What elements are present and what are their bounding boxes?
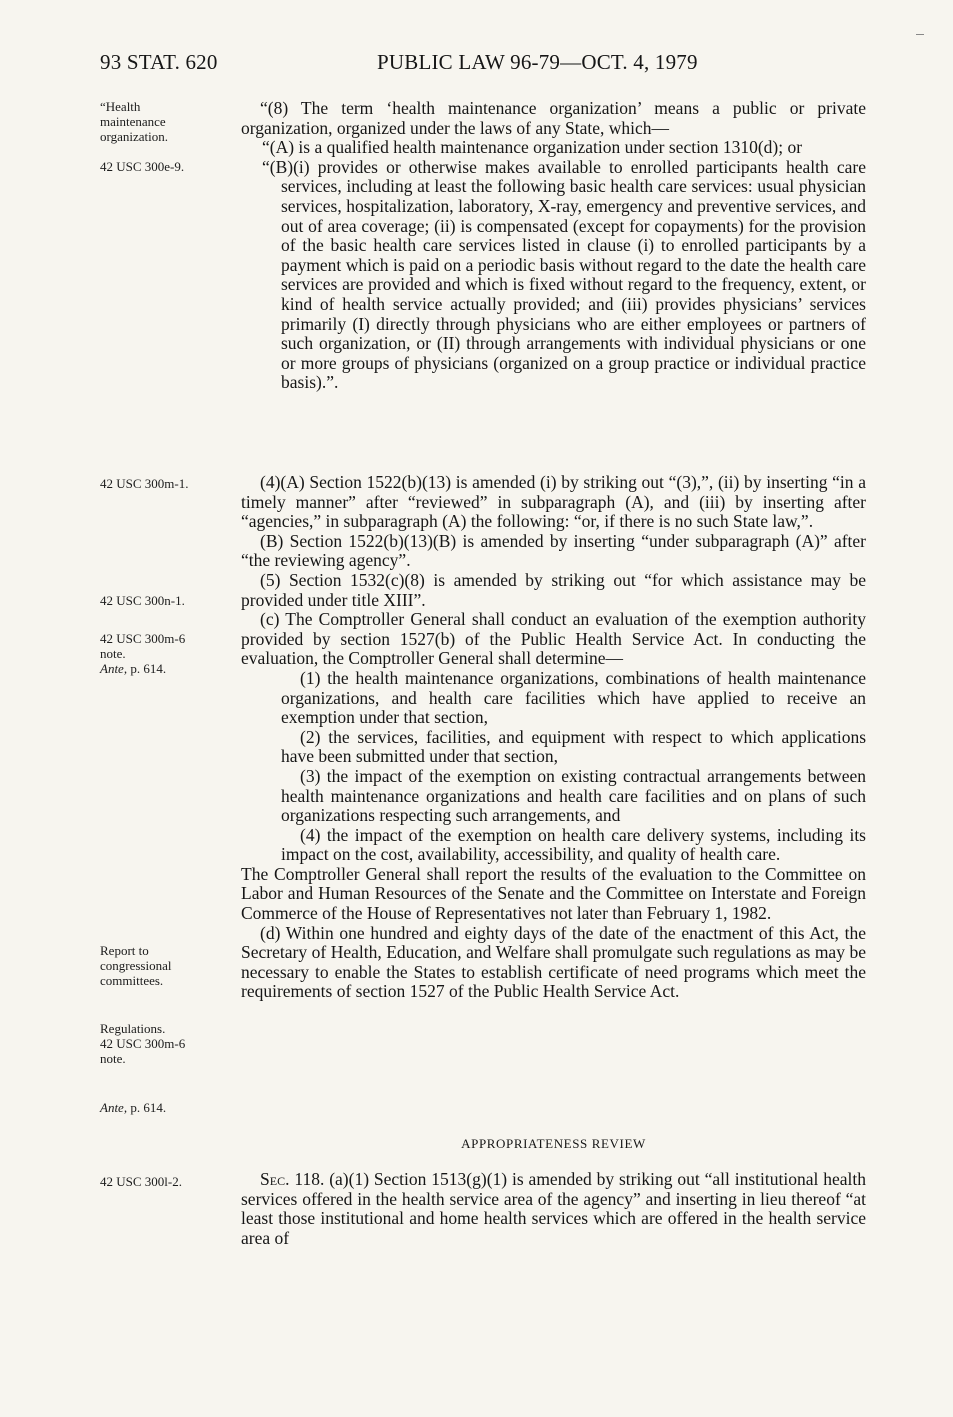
paragraph-c-1: (1) the health maintenance organizations, combinations of health maintenance organizations, and health care facilities which have applied to receive an exemption under that section,	[281, 667, 866, 728]
public-law-title: PUBLIC LAW 96-79—OCT. 4, 1979	[377, 50, 698, 74]
margin-note-usc-300m-1: 42 USC 300m-1.	[100, 476, 189, 491]
paragraph-d: (d) Within one hundred and eighty days of the date of the enactment of this Act, the Secretary of Health, Education, and Welfare shall promulgate such regulations as may be necessary to enable the States to establish certificate of need programs which meet the requirements of section 1527 of the Public Health Service Act.	[241, 922, 866, 1002]
paragraph-report: The Comptroller General shall report the results of the evaluation to the Committee on Labor and Human Resources of the Senate and the Committee on Interstate and Foreign Commerce of the House of Representatives not later than February 1, 1982.	[241, 863, 866, 924]
main-text-block-2	[241, 473, 866, 1002]
main-text-block-3	[241, 1170, 866, 1248]
section-label: Sec.	[260, 1169, 290, 1189]
section-heading-appropriateness-review: APPROPRIATENESS REVIEW	[461, 1136, 646, 1151]
paragraph-4A: (4)(A) Section 1522(b)(13) is amended (i) by striking out “(3),”, (ii) by inserting “in a timely manner” after “reviewed” in subparagraph (A), and (iii) by inserting after “agencies,” in subparagraph (A) the following: “or, if there is no such State law,”.	[241, 472, 866, 532]
margin-note-usc-300l-2: 42 USC 300l-2.	[100, 1174, 182, 1189]
paragraph-8-A: “(A) is a qualified health maintenance organization under section 1310(d); or	[262, 137, 803, 158]
section-118: Sec. 118. (a)(1) Section 1513(g)(1) is amended by striking out “all institutional health services offered in the health service area of the agency” and inserting in lieu thereof “at least those institutional and home health services which are offered in the health service area of	[241, 1169, 866, 1248]
margin-note-usc-300m-6: 42 USC 300m-6 note. Ante, p. 614.	[100, 631, 186, 676]
paragraph-8-B: “(B)(i) provides or otherwise makes available to enrolled participants health care services, including at least the following basic health care services: usual physician services, hospitalization, laboratory, X-ray, emergency and preventive services, and out of area coverage; (ii) is compensated (except for copayments) for the provision of the basic health care services listed in clause (i) to enrolled participants by a payment which is paid on a periodic basis without regard to the date the health care services are provided and which is fixed without regard to the frequency, extent, or kind of health service actually provided; and (iii) provides physicians’ services primarily (I) directly through physicians who are either employees or partners of such organization, or (II) through arrangements with individual physicians or one or more groups of physicians (organized on a group practice or individual practice basis).”.	[262, 156, 866, 393]
paragraph-8-definition: “(8) The term ‘health maintenance organization’ means a public or private organization, organized under the laws of any State, which—	[241, 98, 866, 138]
margin-note-usc-300n-1: 42 USC 300n-1.	[100, 593, 185, 608]
scan-mark	[916, 34, 924, 35]
paragraph-c-4: (4) the impact of the exemption on health care delivery systems, including its impact on the cost, availability, accessibility, and quality of health care.	[281, 824, 866, 865]
margin-note-report: Report to congressional committees.	[100, 943, 172, 988]
paragraph-4B: (B) Section 1522(b)(13)(B) is amended by inserting “under subparagraph (A)” after “the reviewing agency”.	[241, 530, 866, 571]
paragraph-c-2: (2) the services, facilities, and equipment with respect to which applications have been submitted under that section,	[281, 726, 866, 767]
paragraph-c: (c) The Comptroller General shall conduct an evaluation of the exemption authority provided by section 1527(b) of the Public Health Service Act. In conducting the evaluation, the Comptroller General shall determine—	[241, 609, 866, 669]
margin-note-ante-2: Ante, p. 614.	[100, 1100, 167, 1115]
paragraph-5: (5) Section 1532(c)(8) is amended by striking out “for which assistance may be provided under title XIII”.	[241, 569, 866, 610]
margin-note-regulations: Regulations. 42 USC 300m-6 note.	[100, 1021, 186, 1066]
margin-note-hmo: “Health maintenance organization.	[100, 99, 168, 144]
stat-page-number: 93 STAT. 620	[100, 50, 218, 74]
main-text-block-1	[241, 99, 866, 393]
paragraph-c-3: (3) the impact of the exemption on existing contractual arrangements between health maintenance organizations and health care facilities and on plans of such organizations respecting such arrangements, and	[281, 765, 866, 826]
margin-note-usc-300e-9: 42 USC 300e-9.	[100, 159, 185, 174]
